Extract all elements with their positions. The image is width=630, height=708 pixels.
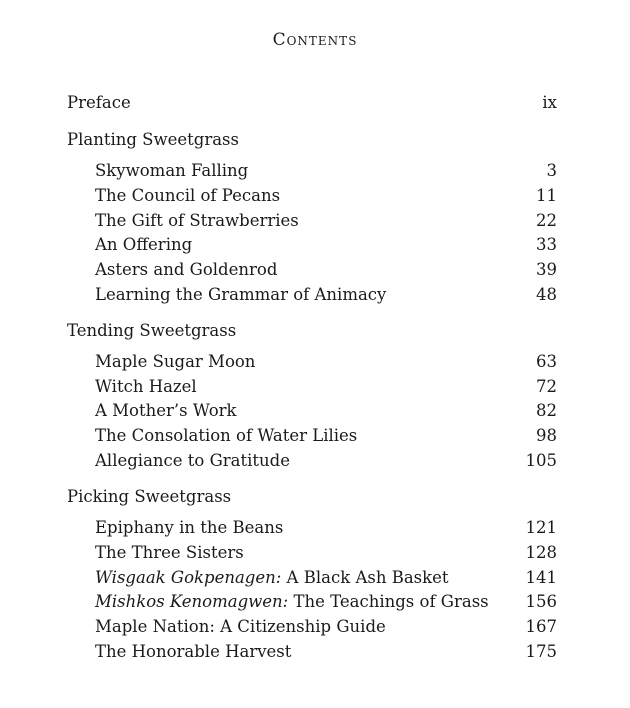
toc-entry-title: Epiphany in the Beans bbox=[95, 518, 284, 537]
toc-entry-page: ix bbox=[542, 93, 557, 112]
toc-entry[interactable] bbox=[95, 568, 557, 587]
toc-entry-title: Mishkos Kenomagwen: The Teachings of Grass bbox=[95, 592, 489, 611]
toc-entry[interactable] bbox=[95, 161, 557, 180]
toc-entry-title: An Offering bbox=[95, 235, 193, 254]
toc-entry-title: Learning the Grammar of Animacy bbox=[95, 285, 387, 304]
toc-entry-title: Skywoman Falling bbox=[95, 161, 249, 180]
toc-entry-page: 33 bbox=[536, 235, 557, 254]
toc-entry-title: A Mother’s Work bbox=[95, 401, 237, 420]
toc-entry-page: 48 bbox=[536, 285, 557, 304]
toc-entry-title: Allegiance to Gratitude bbox=[95, 451, 290, 470]
toc-entry[interactable] bbox=[95, 377, 557, 396]
toc-entry-page: 3 bbox=[546, 161, 557, 180]
toc-entry-title: Witch Hazel bbox=[95, 377, 197, 396]
page-title: Contents bbox=[272, 30, 358, 50]
toc-entry-page: 175 bbox=[525, 642, 557, 661]
toc-entry[interactable] bbox=[95, 260, 557, 279]
toc-entry-page: 156 bbox=[525, 592, 557, 611]
toc-entry[interactable] bbox=[95, 642, 557, 661]
toc-entry[interactable] bbox=[95, 211, 557, 230]
toc-entry-title: The Consolation of Water Lilies bbox=[95, 426, 358, 445]
toc-entry[interactable] bbox=[95, 426, 557, 445]
toc-entry-title: Asters and Goldenrod bbox=[95, 260, 278, 279]
part-title: Picking Sweetgrass bbox=[67, 487, 232, 506]
toc-entry[interactable] bbox=[95, 401, 557, 420]
toc-entry[interactable] bbox=[95, 592, 557, 611]
toc-entry-page: 105 bbox=[525, 451, 557, 470]
toc-entry[interactable] bbox=[95, 617, 557, 636]
part-title: Tending Sweetgrass bbox=[67, 321, 237, 340]
toc-entry-preface[interactable] bbox=[67, 93, 557, 112]
toc-entry-page: 39 bbox=[536, 260, 557, 279]
toc-entry-title: Wisgaak Gokpenagen: A Black Ash Basket bbox=[95, 568, 449, 587]
toc-entry[interactable] bbox=[95, 518, 557, 537]
toc-entry-title: Maple Nation: A Citizenship Guide bbox=[95, 617, 386, 636]
toc-entry-page: 98 bbox=[536, 426, 557, 445]
toc-entry[interactable] bbox=[95, 352, 557, 371]
toc-entry[interactable] bbox=[95, 543, 557, 562]
toc-entry-title: Preface bbox=[67, 93, 131, 112]
part-title: Planting Sweetgrass bbox=[67, 130, 239, 149]
toc-entry-title: The Three Sisters bbox=[95, 543, 244, 562]
toc-entry-title: The Gift of Strawberries bbox=[95, 211, 299, 230]
toc-entry-page: 141 bbox=[525, 568, 557, 587]
toc-entry[interactable] bbox=[95, 186, 557, 205]
toc-entry[interactable] bbox=[95, 235, 557, 254]
toc-entry-page: 167 bbox=[525, 617, 557, 636]
toc-entry-page: 128 bbox=[525, 543, 557, 562]
toc-entry-title: Maple Sugar Moon bbox=[95, 352, 256, 371]
toc-entry-page: 11 bbox=[536, 186, 557, 205]
toc-entry-page: 63 bbox=[536, 352, 557, 371]
toc-entry-title: The Council of Pecans bbox=[95, 186, 281, 205]
toc-entry-page: 121 bbox=[525, 518, 557, 537]
toc-entry[interactable] bbox=[95, 285, 557, 304]
toc-entry-page: 82 bbox=[536, 401, 557, 420]
toc-entry-title: The Honorable Harvest bbox=[95, 642, 292, 661]
toc-entry-page: 72 bbox=[536, 377, 557, 396]
toc-entry[interactable] bbox=[95, 451, 557, 470]
toc-entry-page: 22 bbox=[536, 211, 557, 230]
